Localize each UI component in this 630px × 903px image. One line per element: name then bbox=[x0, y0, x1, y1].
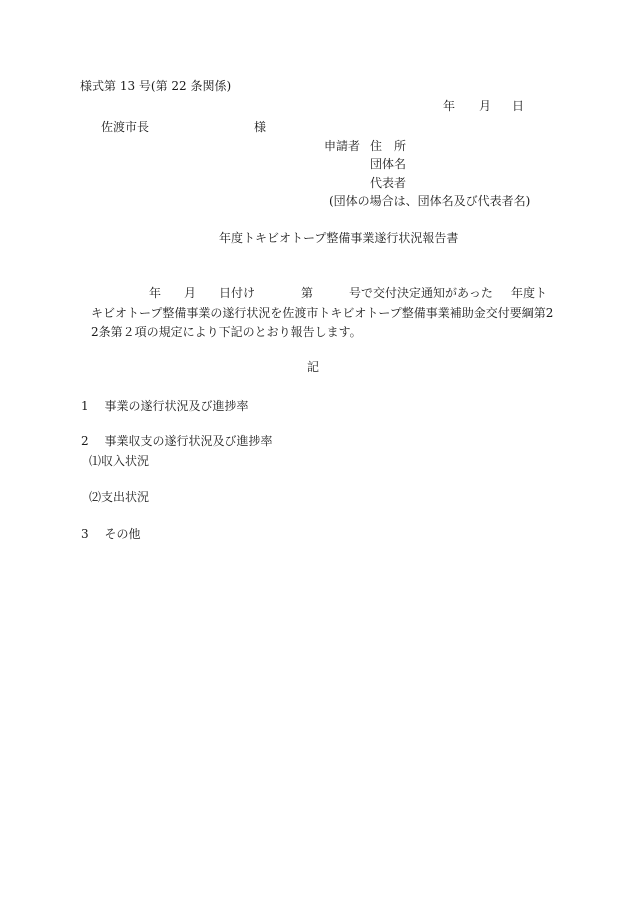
item-3: 3 その他 bbox=[81, 527, 141, 541]
date-day-label: 日 bbox=[512, 99, 525, 113]
date-year-label: 年 bbox=[443, 99, 456, 113]
item-2: 2 事業収支の遂行状況及び進捗率 bbox=[81, 434, 273, 448]
sub-item-2: ⑵支出状況 bbox=[89, 490, 150, 504]
body-dai-label: 第 bbox=[301, 286, 314, 300]
body-line-2: キビオトープ整備事業の遂行状況を佐渡市トキビオトープ整備事業補助金交付要綱第2 bbox=[91, 306, 554, 320]
form-number: 様式第 13 号(第 22 条関係) bbox=[80, 79, 232, 93]
sub-item-1: ⑴収入状況 bbox=[89, 454, 150, 468]
applicant-rep-label: 代表者 bbox=[370, 176, 407, 190]
ki-heading: 記 bbox=[307, 360, 320, 374]
applicant-note: (団体の場合は、団体名及び代表者名) bbox=[329, 194, 531, 208]
applicant-label: 申請者 bbox=[324, 139, 361, 153]
body-date-label: 日付け bbox=[219, 286, 256, 300]
body-line-3: 2条第２項の規定により下記のとおり報告します。 bbox=[91, 325, 362, 339]
item-1: 1 事業の遂行状況及び進捗率 bbox=[81, 399, 249, 413]
addressee-honorific: 様 bbox=[254, 120, 267, 134]
applicant-address-label: 住 所 bbox=[370, 139, 407, 153]
body-month-label: 月 bbox=[184, 286, 197, 300]
body-nendo-to: 年度ト bbox=[511, 286, 548, 300]
applicant-org-label: 団体名 bbox=[370, 157, 407, 171]
document-title: 年度トキビオトープ整備事業遂行状況報告書 bbox=[219, 231, 459, 245]
addressee-name: 佐渡市長 bbox=[101, 120, 150, 134]
body-go-text: 号で交付決定通知があった bbox=[349, 286, 493, 300]
body-year-label: 年 bbox=[149, 286, 162, 300]
date-month-label: 月 bbox=[479, 99, 492, 113]
